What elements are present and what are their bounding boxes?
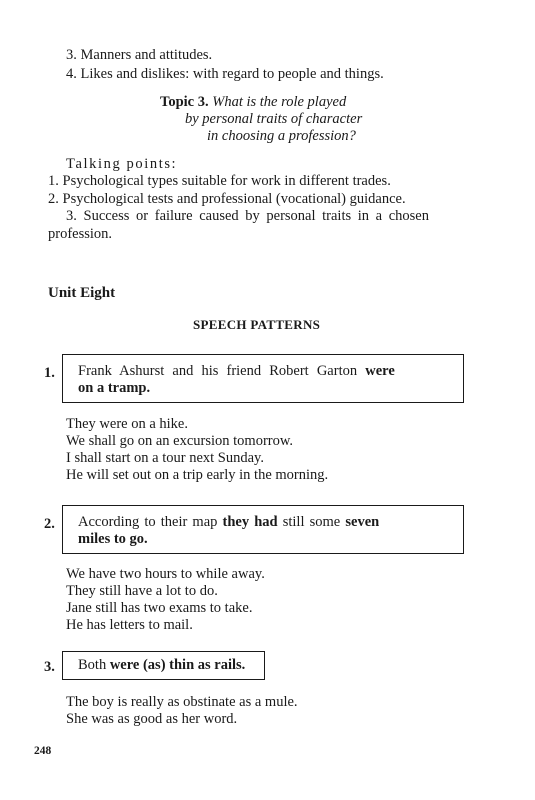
- list-item: 3. Manners and attitudes.: [66, 47, 213, 63]
- list-item: 2. Psychological tests and professional (vocational) guidance.: [48, 191, 406, 207]
- topic-title-line: by personal traits of character: [185, 111, 363, 127]
- pattern-text: Frank Ashurst and his friend Robert Garton were: [78, 363, 395, 379]
- list-item: profession.: [48, 226, 113, 242]
- topic-heading: [160, 93, 346, 111]
- pattern-text: miles to go.: [78, 531, 148, 547]
- topic-title-line: What is the role played: [212, 94, 347, 110]
- example-line: Jane still has two exams to take.: [66, 600, 253, 616]
- example-line: The boy is really as obstinate as a mule.: [66, 694, 298, 710]
- pattern-text: on a tramp.: [78, 380, 151, 396]
- example-line: He has letters to mail.: [66, 617, 193, 633]
- talking-points-heading: Talking points:: [66, 156, 178, 172]
- section-title: SPEECH PATTERNS: [193, 317, 321, 332]
- pattern-number: 3.: [44, 659, 55, 675]
- topic-title-line: in choosing a profession?: [207, 128, 356, 144]
- page-number: 248: [34, 745, 52, 757]
- unit-title: Unit Eight: [48, 285, 116, 301]
- pattern-number: 1.: [44, 365, 55, 381]
- example-line: We shall go on an excursion tomorrow.: [66, 433, 294, 449]
- list-item: 3. Success or failure caused by personal traits in a chosen: [66, 208, 429, 224]
- list-item: 1. Psychological types suitable for work in different trades.: [48, 173, 391, 189]
- example-line: They were on a hike.: [66, 416, 188, 432]
- example-line: He will set out on a trip early in the morning.: [66, 467, 329, 483]
- example-line: I shall start on a tour next Sunday.: [66, 450, 264, 466]
- example-line: She was as good as her word.: [66, 711, 238, 727]
- topic-label: Topic 3.: [160, 94, 209, 110]
- pattern-text: Both were (as) thin as rails.: [78, 657, 246, 673]
- example-line: We have two hours to while away.: [66, 566, 265, 582]
- pattern-number: 2.: [44, 516, 55, 532]
- example-line: They still have a lot to do.: [66, 583, 218, 599]
- list-item: 4. Likes and dislikes: with regard to people and things.: [66, 66, 384, 82]
- pattern-text: According to their map they had still some seven: [78, 514, 380, 530]
